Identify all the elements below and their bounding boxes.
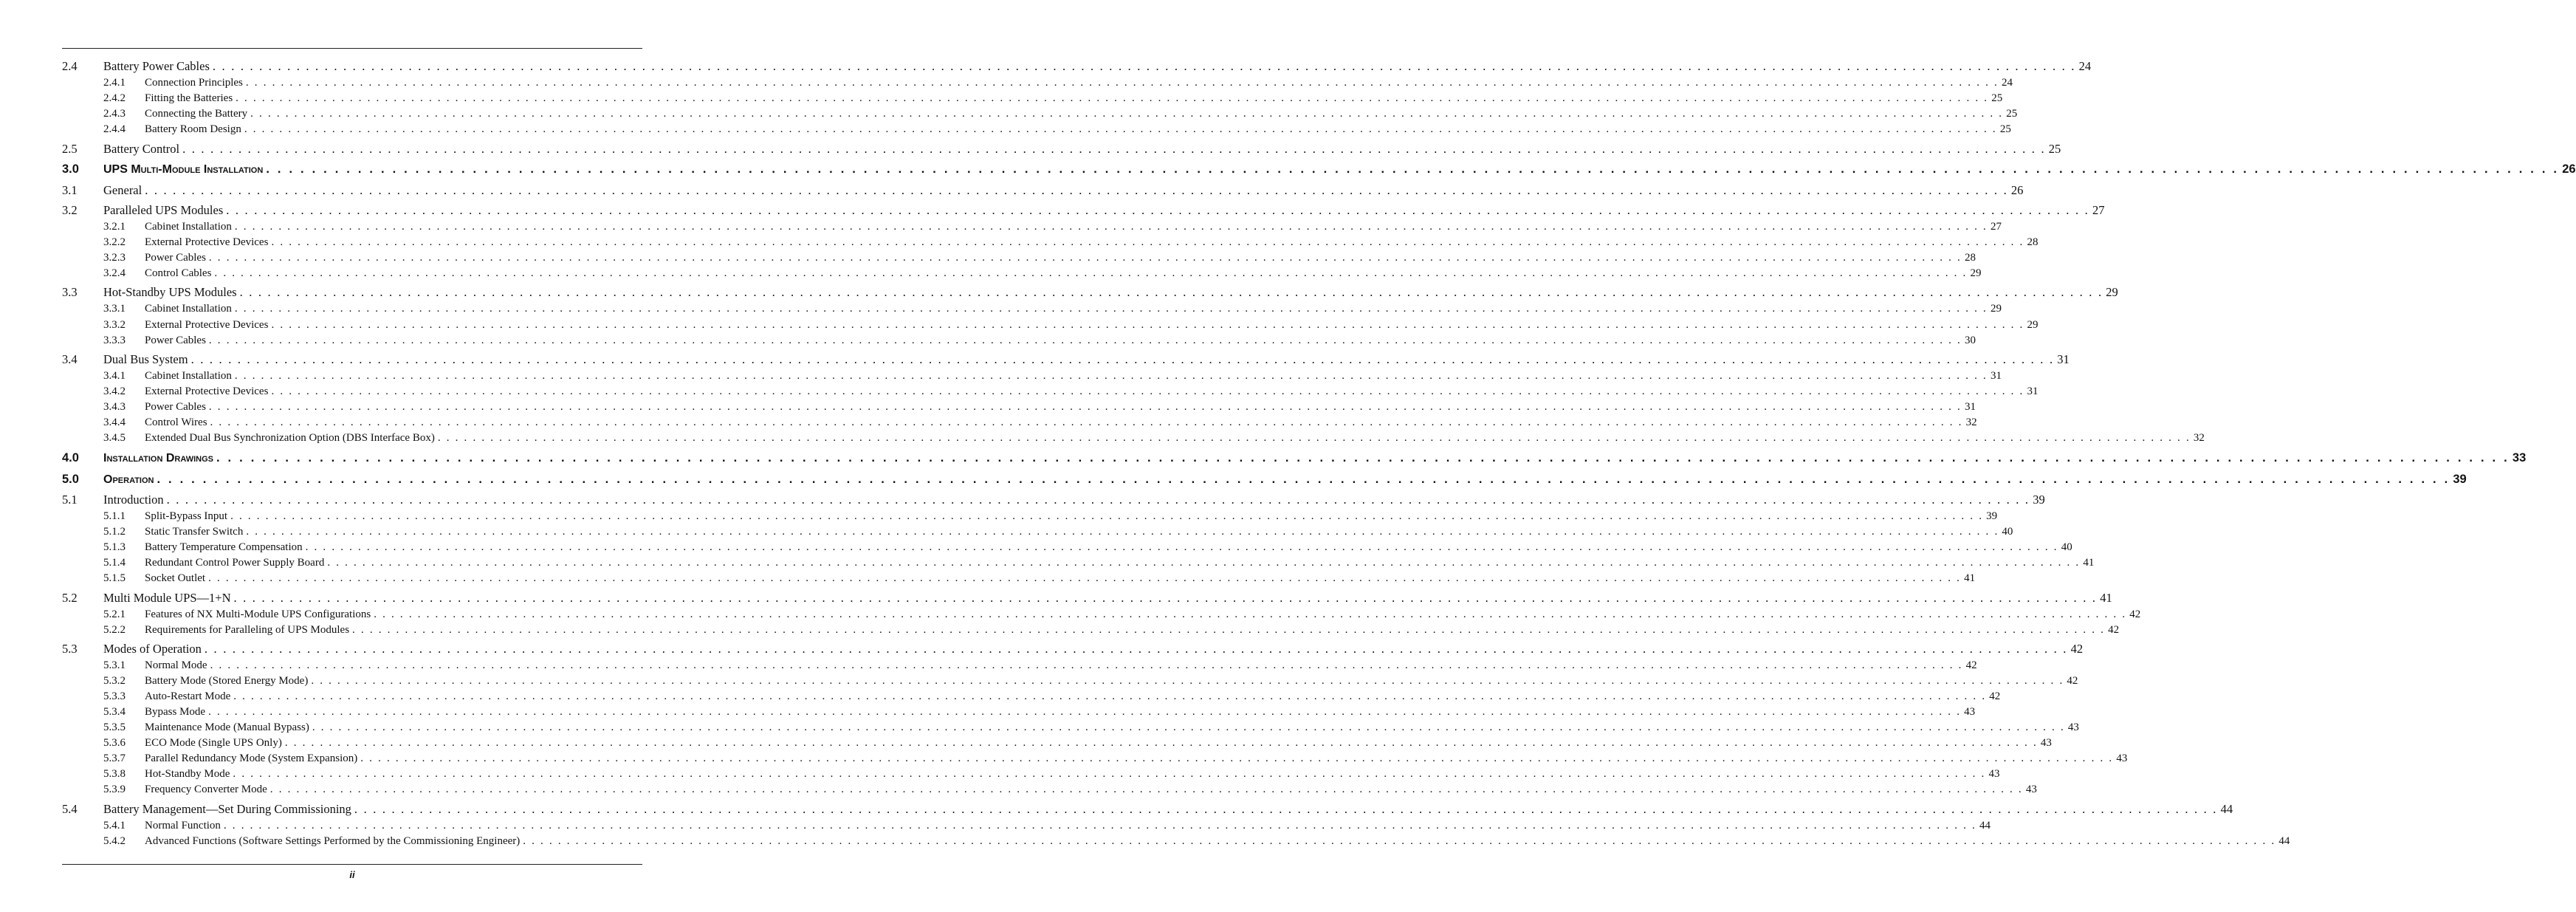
toc-entry[interactable] bbox=[62, 267, 1982, 280]
toc-dot-leader: . . . . . . . . . . . . . . . . . . . . . . . . . . . . . . . . . . . . . . . . . . . . . . . . . . . . . . . . . . . . . . . . . . . . . . . . . . . . . . . . . . . . . . . . . . . . . . . . . . . . . . . . . . . . . . . . . . . . . . . . . . . . . . . . . . . . . . . . . . . . . . . . . . . . . . . . . . . . . . . . . . . . . . . . . . . . . . . . . . . . . . . . . . . . . . . . . . . . . . . . bbox=[214, 267, 1968, 279]
toc-dot-leader: . . . . . . . . . . . . . . . . . . . . . . . . . . . . . . . . . . . . . . . . . . . . . . . . . . . . . . . . . . . . . . . . . . . . . . . . . . . . . . . . . . . . . . . . . . . . . . . . . . . . . . . . . . . . . . . . . . . . . . . . . . . . . . . . . . . . . . . . . . . . . . . . . . . . . . . . . . . . . . . . . . . . . . . . . . . . . . . . . . . . . . . . . . . . . . . . . . . . . . . . bbox=[234, 221, 1988, 233]
toc-entry-title: Introduction bbox=[103, 493, 164, 507]
toc-entry-title: External Protective Devices bbox=[145, 236, 269, 248]
toc-entry-number: 2.4.2 bbox=[103, 92, 126, 104]
toc-dot-leader: . . . . . . . . . . . . . . . . . . . . . . . . . . . . . . . . . . . . . . . . . . . . . . . . . . . . . . . . . . . . . . . . . . . . . . . . . . . . . . . . . . . . . . . . . . . . . . . . . . . . . . . . . . . . . . . . . . . . . . . . . . . . . . . . . . . . . . . . . . . . . . . . . . . . . . . . . . . . . . . . . . . . . . . . . . . . . . . . . . . . . . . . . . . . . . . . . . . . . . . . bbox=[234, 303, 1988, 315]
footer-rule bbox=[62, 864, 642, 865]
toc-entry-number: 5.2.1 bbox=[103, 608, 126, 620]
toc-entry[interactable] bbox=[62, 473, 2467, 487]
toc-dot-leader: . . . . . . . . . . . . . . . . . . . . . . . . . . . . . . . . . . . . . . . . . . . . . . . . . . . . . . . . . . . . . . . . . . . . . . . . . . . . . . . . . . . . . . . . . . . . . . . . . . . . . . . . . . . . . . . . . . . . . . . . . . . . . . . . . . . . . . . . . . . . . . . . . . . . . . . . . . . . . . . . . . . . . . . . . . . . . . . . . . . . . . . . . . . . . . . . . . . . . . . . bbox=[234, 370, 1988, 382]
toc-entry-page: 42 bbox=[1989, 690, 2001, 702]
toc-entry-page: 44 bbox=[2220, 802, 2233, 816]
toc-entry-number: 2.4 bbox=[62, 59, 78, 73]
toc-entry-number: 5.3.7 bbox=[103, 752, 126, 764]
toc-entry-title: Dual Bus System bbox=[103, 352, 188, 366]
toc-entry-number: 3.3.2 bbox=[103, 319, 126, 331]
toc-entry-title: Maintenance Mode (Manual Bypass) bbox=[145, 721, 309, 733]
toc-entry[interactable] bbox=[62, 142, 2061, 157]
toc-entry[interactable] bbox=[62, 183, 2024, 198]
toc-entry-number: 3.2.2 bbox=[103, 236, 126, 248]
toc-dot-leader: . . . . . . . . . . . . . . . . . . . . . . . . . . . . . . . . . . . . . . . . . . . . . . . . . . . . . . . . . . . . . . . . . . . . . . . . . . . . . . . . . . . . . . . . . . . . . . . . . . . . . . . . . . . . . . . . . . . . . . . . . . . . . . . . . . . . . . . . . . . . . . . . . . . . . . . . . . . . . . . . . . . . . . . . . . . . . . . . . . . . . . . . . . . . . . . . . . . . . . . . bbox=[236, 92, 1989, 104]
toc-dot-leader: . . . . . . . . . . . . . . . . . . . . . . . . . . . . . . . . . . . . . . . . . . . . . . . . . . . . . . . . . . . . . . . . . . . . . . . . . . . . . . . . . . . . . . . . . . . . . . . . . . . . . . . . . . . . . . . . . . . . . . . . . . . . . . . . . . . . . . . . . . . . . . . . . . . . . . . . . . . . . . . . . . . . . . . . . . . . . . . . . . . . . . . . . . . . . . . . . . . . . . . . bbox=[269, 784, 2023, 795]
toc-entry[interactable] bbox=[62, 784, 2037, 796]
toc-entry-title: Auto-Restart Mode bbox=[145, 690, 231, 702]
toc-entry-title: Control Cables bbox=[145, 267, 212, 279]
toc-entry-number: 5.1.5 bbox=[103, 572, 126, 584]
toc-entry-title: Battery Control bbox=[103, 142, 180, 156]
toc-entry-title: Fitting the Batteries bbox=[145, 92, 233, 104]
toc-entry-title: Normal Function bbox=[145, 820, 221, 832]
toc-entry-title: Normal Mode bbox=[145, 659, 207, 671]
toc-entry-page: 29 bbox=[2027, 319, 2039, 331]
toc-dot-leader: . . . . . . . . . . . . . . . . . . . . . . . . . . . . . . . . . . . . . . . . . . . . . . . . . . . . . . . . . . . . . . . . . . . . . . . . . . . . . . . . . . . . . . . . . . . . . . . . . . . . . . . . . . . . . . . . . . . . . . . . . . . . . . . . . . . . . . . . . . . . . . . . . . . . . . . . . . . . . . . . . . . . . . . . . . . . . . . . . . . . . . . . . . . . . . . . . . . . . . . . bbox=[145, 183, 2008, 197]
toc-entry[interactable] bbox=[62, 370, 2002, 383]
toc-entry-title: Hot-Standby Mode bbox=[145, 768, 230, 780]
toc-entry-number: 3.3.3 bbox=[103, 335, 126, 346]
toc-entry-page: 40 bbox=[2061, 541, 2072, 553]
toc-entry[interactable] bbox=[62, 162, 2576, 176]
toc-entry-page: 26 bbox=[2562, 162, 2576, 176]
toc-entry[interactable] bbox=[62, 721, 2079, 734]
toc-entry-number: 5.1.2 bbox=[103, 526, 126, 538]
toc-entry-title: Installation Drawings bbox=[103, 452, 213, 464]
toc-dot-leader: . . . . . . . . . . . . . . . . . . . . . . . . . . . . . . . . . . . . . . . . . . . . . . . . . . . . . . . . . . . . . . . . . . . . . . . . . . . . . . . . . . . . . . . . . . . . . . . . . . . . . . . . . . . . . . . . . . . . . . . . . . . . . . . . . . . . . . . . . . . . . . . . . . . . . . . . . . . . . . . . . . . . . . . . . . . . . . . . . . . . . . . . . . . . . . . . . . . . . . . . bbox=[208, 706, 1962, 718]
toc-entry-title: Operation bbox=[103, 473, 154, 486]
toc-entry-number: 5.1.1 bbox=[103, 510, 126, 522]
toc-entry[interactable] bbox=[62, 659, 1977, 672]
toc-entry-title: Redundant Control Power Supply Board bbox=[145, 557, 325, 569]
toc-entry[interactable] bbox=[62, 608, 2141, 621]
toc-entry-page: 44 bbox=[1979, 820, 1991, 832]
toc-entry-title: Multi Module UPS—1+N bbox=[103, 591, 231, 605]
toc-dot-leader: . . . . . . . . . . . . . . . . . . . . . . . . . . . . . . . . . . . . . . . . . . . . . . . . . . . . . . . . . . . . . . . . . . . . . . . . . . . . . . . . . . . . . . . . . . . . . . . . . . . . . . . . . . . . . . . . . . . . . . . . . . . . . . . . . . . . . . . . . . . . . . . . . . . . . . . . . . . . . . . . . . . . . . . . . . . . . . . . . . . . . . . . . . . . . . . . . . . . . . . . bbox=[246, 526, 1999, 538]
toc-entry-title: Cabinet Installation bbox=[145, 303, 232, 315]
toc-entry-number: 5.3.6 bbox=[103, 737, 126, 749]
toc-entry-title: Advanced Functions (Software Settings Performed by the Commissioning Engineer) bbox=[145, 835, 521, 847]
toc-dot-leader: . . . . . . . . . . . . . . . . . . . . . . . . . . . . . . . . . . . . . . . . . . . . . . . . . . . . . . . . . . . . . . . . . . . . . . . . . . . . . . . . . . . . . . . . . . . . . . . . . . . . . . . . . . . . . . . . . . . . . . . . . . . . . . . . . . . . . . . . . . . . . . . . . . . . . . . . . . . . . . . . . . . . . . . . . . . . . . . . . . . . . . . . . . . . . . . . . . . . . . . . bbox=[523, 835, 2276, 847]
toc-entry-number: 5.2.2 bbox=[103, 624, 126, 636]
toc-dot-leader: . . . . . . . . . . . . . . . . . . . . . . . . . . . . . . . . . . . . . . . . . . . . . . . . . . . . . . . . . . . . . . . . . . . . . . . . . . . . . . . . . . . . . . . . . . . . . . . . . . . . . . . . . . . . . . . . . . . . . . . . . . . . . . . . . . . . . . . . . . . . . . . . . . . . . . . . . . . . . . . . . . . . . . . . . . . . . . . . . . . . . . . . . . . . . . . . . . . . . . . . bbox=[233, 768, 1986, 780]
toc-dot-leader: . . . . . . . . . . . . . . . . . . . . . . . . . . . . . . . . . . . . . . . . . . . . . . . . . . . . . . . . . . . . . . . . . . . . . . . . . . . . . . . . . . . . . . . . . . . . . . . . . . . . . . . . . . . . . . . . . . . . . . . . . . . . . . . . . . . . . . . . . . . . . . . . . . . . . . . . . . . . . . . . . . . . . . . . . . . . . . . . . . . . . . . . . . . . . . . . . . . . . . . . bbox=[157, 473, 2450, 486]
toc-entry-title: Control Wires bbox=[145, 416, 207, 428]
toc-dot-leader: . . . . . . . . . . . . . . . . . . . . . . . . . . . . . . . . . . . . . . . . . . . . . . . . . . . . . . . . . . . . . . . . . . . . . . . . . . . . . . . . . . . . . . . . . . . . . . . . . . . . . . . . . . . . . . . . . . . . . . . . . . . . . . . . . . . . . . . . . . . . . . . . . . . . . . . . . . . . . . . . . . . . . . . . . . . . . . . . . . . . . . . . . . . . . . . . . . . . . . . . bbox=[226, 203, 2089, 217]
toc-entry-title: Connecting the Battery bbox=[145, 108, 248, 120]
toc-entry-number: 3.4.1 bbox=[103, 370, 126, 382]
toc-entry-number: 5.3.8 bbox=[103, 768, 126, 780]
toc-entry-number: 3.2.3 bbox=[103, 252, 126, 264]
toc-entry-number: 5.1.3 bbox=[103, 541, 126, 553]
toc-entry-number: 2.4.3 bbox=[103, 108, 126, 120]
toc-entry-title: General bbox=[103, 183, 142, 197]
toc-entry[interactable] bbox=[62, 493, 2045, 507]
toc-entry-title: UPS Multi-Module Installation bbox=[103, 163, 264, 176]
toc-entry[interactable] bbox=[62, 451, 2527, 465]
toc-entry[interactable] bbox=[62, 319, 2039, 332]
toc-entry[interactable] bbox=[62, 77, 2013, 89]
toc-entry-number: 5.3.5 bbox=[103, 721, 126, 733]
toc-entry-number: 3.2.4 bbox=[103, 267, 126, 279]
toc-entry[interactable] bbox=[62, 690, 2001, 703]
toc-entry-page: 43 bbox=[2025, 784, 2037, 795]
toc-entry-number: 3.2 bbox=[62, 203, 78, 217]
toc-dot-leader: . . . . . . . . . . . . . . . . . . . . . . . . . . . . . . . . . . . . . . . . . . . . . . . . . . . . . . . . . . . . . . . . . . . . . . . . . . . . . . . . . . . . . . . . . . . . . . . . . . . . . . . . . . . . . . . . . . . . . . . . . . . . . . . . . . . . . . . . . . . . . . . . . . . . . . . . . . . . . . . . . . . . . . . . . . . . . . . . . . . . . . . . . . . . . . . . . . . . . . . . bbox=[216, 451, 2510, 464]
toc-entry[interactable] bbox=[62, 59, 2092, 74]
toc-entry[interactable] bbox=[62, 123, 2011, 136]
toc-entry-page: 33 bbox=[2512, 451, 2527, 464]
toc-entry[interactable] bbox=[62, 510, 1998, 523]
toc-entry-page: 29 bbox=[1990, 303, 2002, 315]
toc-entry-number: 5.4 bbox=[62, 802, 78, 816]
toc-entry-page: 31 bbox=[1964, 401, 1976, 413]
toc-entry[interactable] bbox=[62, 385, 2039, 398]
toc-entry-page: 42 bbox=[2129, 608, 2141, 620]
toc-entry-title: Battery Temperature Compensation bbox=[145, 541, 303, 553]
toc-entry[interactable] bbox=[62, 432, 2205, 445]
toc-entry-title: Hot-Standby UPS Modules bbox=[103, 285, 237, 299]
toc-entry-page: 25 bbox=[1991, 92, 2003, 104]
toc-entry-title: Static Transfer Switch bbox=[145, 526, 244, 538]
toc-entry-page: 30 bbox=[1964, 335, 1976, 346]
toc-dot-leader: . . . . . . . . . . . . . . . . . . . . . . . . . . . . . . . . . . . . . . . . . . . . . . . . . . . . . . . . . . . . . . . . . . . . . . . . . . . . . . . . . . . . . . . . . . . . . . . . . . . . . . . . . . . . . . . . . . . . . . . . . . . . . . . . . . . . . . . . . . . . . . . . . . . . . . . . . . . . . . . . . . . . . . . . . . . . . . . . . . . . . . . . . . . . . . . . . . . . . . . . bbox=[210, 659, 1963, 671]
toc-entry-number: 3.4.3 bbox=[103, 401, 126, 413]
toc-entry-page: 41 bbox=[2100, 591, 2112, 605]
toc-entry-page: 27 bbox=[1990, 221, 2002, 233]
toc-entry[interactable] bbox=[62, 706, 1976, 719]
toc-entry-title: Parallel Redundancy Mode (System Expansion) bbox=[145, 752, 358, 764]
toc-entry[interactable] bbox=[62, 285, 2118, 300]
toc-entry-number: 3.4.2 bbox=[103, 385, 126, 397]
toc-entry-number: 3.3.1 bbox=[103, 303, 126, 315]
toc-entry-number: 2.4.1 bbox=[103, 77, 126, 89]
toc-entry-number: 2.4.4 bbox=[103, 123, 126, 135]
toc-entry-page: 40 bbox=[2002, 526, 2013, 538]
toc-entry-page: 43 bbox=[2116, 752, 2128, 764]
toc-entry[interactable] bbox=[62, 835, 2290, 848]
toc-entry-title: Power Cables bbox=[145, 401, 206, 413]
toc-dot-leader: . . . . . . . . . . . . . . . . . . . . . . . . . . . . . . . . . . . . . . . . . . . . . . . . . . . . . . . . . . . . . . . . . . . . . . . . . . . . . . . . . . . . . . . . . . . . . . . . . . . . . . . . . . . . . . . . . . . . . . . . . . . . . . . . . . . . . . . . . . . . . . . . . . . . . . . . . . . . . . . . . . . . . . . . . . . . . . . . . . . . . . . . . . . . . . . . . . . . . . . . bbox=[374, 608, 2127, 620]
toc-entry[interactable] bbox=[62, 252, 1976, 264]
toc-entry[interactable] bbox=[62, 820, 1991, 832]
toc-entry-number: 5.3.4 bbox=[103, 706, 126, 718]
toc-dot-leader: . . . . . . . . . . . . . . . . . . . . . . . . . . . . . . . . . . . . . . . . . . . . . . . . . . . . . . . . . . . . . . . . . . . . . . . . . . . . . . . . . . . . . . . . . . . . . . . . . . . . . . . . . . . . . . . . . . . . . . . . . . . . . . . . . . . . . . . . . . . . . . . . . . . . . . . . . . . . . . . . . . . . . . . . . . . . . . . . . . . . . . . . . . . . . . . . . . . . . . . . bbox=[327, 557, 2081, 569]
toc-entry-page: 42 bbox=[2108, 624, 2120, 636]
toc-entry-page: 29 bbox=[1970, 267, 1982, 279]
toc-entry-title: External Protective Devices bbox=[145, 385, 269, 397]
toc-dot-leader: . . . . . . . . . . . . . . . . . . . . . . . . . . . . . . . . . . . . . . . . . . . . . . . . . . . . . . . . . . . . . . . . . . . . . . . . . . . . . . . . . . . . . . . . . . . . . . . . . . . . . . . . . . . . . . . . . . . . . . . . . . . . . . . . . . . . . . . . . . . . . . . . . . . . . . . . . . . . . . . . . . . . . . . . . . . . . . . . . . . . . . . . . . . . . . . . . . . . . . . . bbox=[204, 642, 2068, 656]
toc-dot-leader: . . . . . . . . . . . . . . . . . . . . . . . . . . . . . . . . . . . . . . . . . . . . . . . . . . . . . . . . . . . . . . . . . . . . . . . . . . . . . . . . . . . . . . . . . . . . . . . . . . . . . . . . . . . . . . . . . . . . . . . . . . . . . . . . . . . . . . . . . . . . . . . . . . . . . . . . . . . . . . . . . . . . . . . . . . . . . . . . . . . . . . . . . . . . . . . . . . . . . . . . bbox=[239, 285, 2103, 299]
toc-entry-number: 2.5 bbox=[62, 142, 78, 156]
toc-entry[interactable] bbox=[62, 802, 2233, 817]
page-number: ii bbox=[349, 869, 355, 880]
toc-entry-title: Frequency Converter Mode bbox=[145, 784, 267, 795]
toc-entry-number: 5.3.2 bbox=[103, 675, 126, 687]
toc-entry[interactable] bbox=[62, 752, 2128, 765]
toc-entry-number: 5.2 bbox=[62, 591, 78, 605]
toc-entry-page: 26 bbox=[2010, 183, 2024, 197]
toc-entry-page: 44 bbox=[2278, 835, 2290, 847]
toc-dot-leader: . . . . . . . . . . . . . . . . . . . . . . . . . . . . . . . . . . . . . . . . . . . . . . . . . . . . . . . . . . . . . . . . . . . . . . . . . . . . . . . . . . . . . . . . . . . . . . . . . . . . . . . . . . . . . . . . . . . . . . . . . . . . . . . . . . . . . . . . . . . . . . . . . . . . . . . . . . . . . . . . . . . . . . . . . . . . . . . . . . . . . . . . . . . . . . . . . . . . . . . . bbox=[182, 142, 2046, 156]
toc-entry[interactable] bbox=[62, 416, 1977, 429]
toc-entry[interactable] bbox=[62, 92, 2003, 105]
toc-entry[interactable] bbox=[62, 303, 2002, 315]
toc-entry-title: Power Cables bbox=[145, 252, 206, 264]
toc-entry-number: 5.3.3 bbox=[103, 690, 126, 702]
toc-dot-leader: . . . . . . . . . . . . . . . . . . . . . . . . . . . . . . . . . . . . . . . . . . . . . . . . . . . . . . . . . . . . . . . . . . . . . . . . . . . . . . . . . . . . . . . . . . . . . . . . . . . . . . . . . . . . . . . . . . . . . . . . . . . . . . . . . . . . . . . . . . . . . . . . . . . . . . . . . . . . . . . . . . . . . . . . . . . . . . . . . . . . . . . . . . . . . . . . . . . . . . . . bbox=[208, 252, 1962, 264]
toc-entry-title: Battery Management—Set During Commissioning bbox=[103, 802, 351, 816]
toc-dot-leader: . . . . . . . . . . . . . . . . . . . . . . . . . . . . . . . . . . . . . . . . . . . . . . . . . . . . . . . . . . . . . . . . . . . . . . . . . . . . . . . . . . . . . . . . . . . . . . . . . . . . . . . . . . . . . . . . . . . . . . . . . . . . . . . . . . . . . . . . . . . . . . . . . . . . . . . . . . . . . . . . . . . . . . . . . . . . . . . . . . . . . . . . . . . . . . . . . . . . . . . . bbox=[311, 675, 2064, 687]
toc-entry[interactable] bbox=[62, 675, 2078, 688]
toc-entry-page: 31 bbox=[2057, 352, 2070, 366]
table-of-contents bbox=[62, 0, 2576, 912]
toc-dot-leader: . . . . . . . . . . . . . . . . . . . . . . . . . . . . . . . . . . . . . . . . . . . . . . . . . . . . . . . . . . . . . . . . . . . . . . . . . . . . . . . . . . . . . . . . . . . . . . . . . . . . . . . . . . . . . . . . . . . . . . . . . . . . . . . . . . . . . . . . . . . . . . . . . . . . . . . . . . . . . . . . . . . . . . . . . . . . . . . . . . . . . . . . . . . . . . . . . . . . . . . . bbox=[437, 432, 2191, 444]
toc-entry-page: 42 bbox=[2067, 675, 2078, 687]
toc-entry-page: 43 bbox=[2040, 737, 2052, 749]
toc-dot-leader: . . . . . . . . . . . . . . . . . . . . . . . . . . . . . . . . . . . . . . . . . . . . . . . . . . . . . . . . . . . . . . . . . . . . . . . . . . . . . . . . . . . . . . . . . . . . . . . . . . . . . . . . . . . . . . . . . . . . . . . . . . . . . . . . . . . . . . . . . . . . . . . . . . . . . . . . . . . . . . . . . . . . . . . . . . . . . . . . . . . . . . . . . . . . . . . . . . . . . . . . bbox=[271, 236, 2024, 248]
toc-entry-title: Power Cables bbox=[145, 335, 206, 346]
toc-dot-leader: . . . . . . . . . . . . . . . . . . . . . . . . . . . . . . . . . . . . . . . . . . . . . . . . . . . . . . . . . . . . . . . . . . . . . . . . . . . . . . . . . . . . . . . . . . . . . . . . . . . . . . . . . . . . . . . . . . . . . . . . . . . . . . . . . . . . . . . . . . . . . . . . . . . . . . . . . . . . . . . . . . . . . . . . . . . . . . . . . . . . . . . . . . . . . . . . . . . . . . . . bbox=[208, 401, 1962, 413]
toc-entry-page: 41 bbox=[1964, 572, 1976, 584]
toc-dot-leader: . . . . . . . . . . . . . . . . . . . . . . . . . . . . . . . . . . . . . . . . . . . . . . . . . . . . . . . . . . . . . . . . . . . . . . . . . . . . . . . . . . . . . . . . . . . . . . . . . . . . . . . . . . . . . . . . . . . . . . . . . . . . . . . . . . . . . . . . . . . . . . . . . . . . . . . . . . . . . . . . . . . . . . . . . . . . . . . . . . . . . . . . . . . . . . . . . . . . . . . . bbox=[312, 721, 2065, 733]
toc-entry-title: Battery Mode (Stored Energy Mode) bbox=[145, 675, 309, 687]
toc-dot-leader: . . . . . . . . . . . . . . . . . . . . . . . . . . . . . . . . . . . . . . . . . . . . . . . . . . . . . . . . . . . . . . . . . . . . . . . . . . . . . . . . . . . . . . . . . . . . . . . . . . . . . . . . . . . . . . . . . . . . . . . . . . . . . . . . . . . . . . . . . . . . . . . . . . . . . . . . . . . . . . . . . . . . . . . . . . . . . . . . . . . . . . . . . . . . . . . . . . . . . . . . bbox=[305, 541, 2058, 553]
toc-entry-page: 42 bbox=[1965, 659, 1977, 671]
toc-dot-leader: . . . . . . . . . . . . . . . . . . . . . . . . . . . . . . . . . . . . . . . . . . . . . . . . . . . . . . . . . . . . . . . . . . . . . . . . . . . . . . . . . . . . . . . . . . . . . . . . . . . . . . . . . . . . . . . . . . . . . . . . . . . . . . . . . . . . . . . . . . . . . . . . . . . . . . . . . . . . . . . . . . . . . . . . . . . . . . . . . . . . . . . . . . . . . . . . . . . . . . . . bbox=[212, 59, 2076, 73]
toc-entry-page: 39 bbox=[2453, 473, 2467, 486]
toc-entry-number: 3.4.5 bbox=[103, 432, 126, 444]
toc-entry[interactable] bbox=[62, 526, 2013, 538]
toc-entry-number: 5.0 bbox=[62, 473, 79, 486]
toc-entry[interactable] bbox=[62, 352, 2070, 367]
toc-entry-page: 39 bbox=[2033, 493, 2045, 507]
toc-dot-leader: . . . . . . . . . . . . . . . . . . . . . . . . . . . . . . . . . . . . . . . . . . . . . . . . . . . . . . . . . . . . . . . . . . . . . . . . . . . . . . . . . . . . . . . . . . . . . . . . . . . . . . . . . . . . . . . . . . . . . . . . . . . . . . . . . . . . . . . . . . . . . . . . . . . . . . . . . . . . . . . . . . . . . . . . . . . . . . . . . . . . . . . . . . . . . . . . . . . . . . . . bbox=[166, 493, 2030, 507]
toc-dot-leader: . . . . . . . . . . . . . . . . . . . . . . . . . . . . . . . . . . . . . . . . . . . . . . . . . . . . . . . . . . . . . . . . . . . . . . . . . . . . . . . . . . . . . . . . . . . . . . . . . . . . . . . . . . . . . . . . . . . . . . . . . . . . . . . . . . . . . . . . . . . . . . . . . . . . . . . . . . . . . . . . . . . . . . . . . . . . . . . . . . . . . . . . . . . . . . . . . . . . . . . . bbox=[354, 802, 2218, 816]
toc-entry-title: Cabinet Installation bbox=[145, 221, 232, 233]
toc-entry-number: 5.3.9 bbox=[103, 784, 126, 795]
toc-entry-page: 39 bbox=[1986, 510, 1998, 522]
toc-entry-page: 24 bbox=[2001, 77, 2013, 89]
toc-entry-page: 42 bbox=[2070, 642, 2084, 656]
toc-entry-title: Battery Power Cables bbox=[103, 59, 210, 73]
toc-entry-page: 43 bbox=[1964, 706, 1976, 718]
toc-entry-title: Bypass Mode bbox=[145, 706, 206, 718]
toc-entry[interactable] bbox=[62, 236, 2039, 249]
toc-dot-leader: . . . . . . . . . . . . . . . . . . . . . . . . . . . . . . . . . . . . . . . . . . . . . . . . . . . . . . . . . . . . . . . . . . . . . . . . . . . . . . . . . . . . . . . . . . . . . . . . . . . . . . . . . . . . . . . . . . . . . . . . . . . . . . . . . . . . . . . . . . . . . . . . . . . . . . . . . . . . . . . . . . . . . . . . . . . . . . . . . . . . . . . . . . . . . . . . . . . . . . . . bbox=[250, 108, 2004, 120]
toc-dot-leader: . . . . . . . . . . . . . . . . . . . . . . . . . . . . . . . . . . . . . . . . . . . . . . . . . . . . . . . . . . . . . . . . . . . . . . . . . . . . . . . . . . . . . . . . . . . . . . . . . . . . . . . . . . . . . . . . . . . . . . . . . . . . . . . . . . . . . . . . . . . . . . . . . . . . . . . . . . . . . . . . . . . . . . . . . . . . . . . . . . . . . . . . . . . . . . . . . . . . . . . . bbox=[284, 737, 2038, 749]
toc-dot-leader: . . . . . . . . . . . . . . . . . . . . . . . . . . . . . . . . . . . . . . . . . . . . . . . . . . . . . . . . . . . . . . . . . . . . . . . . . . . . . . . . . . . . . . . . . . . . . . . . . . . . . . . . . . . . . . . . . . . . . . . . . . . . . . . . . . . . . . . . . . . . . . . . . . . . . . . . . . . . . . . . . . . . . . . . . . . . . . . . . . . . . . . . . . . . . . . . . . . . . . . . bbox=[233, 690, 1987, 702]
toc-dot-leader: . . . . . . . . . . . . . . . . . . . . . . . . . . . . . . . . . . . . . . . . . . . . . . . . . . . . . . . . . . . . . . . . . . . . . . . . . . . . . . . . . . . . . . . . . . . . . . . . . . . . . . . . . . . . . . . . . . . . . . . . . . . . . . . . . . . . . . . . . . . . . . . . . . . . . . . . . . . . . . . . . . . . . . . . . . . . . . . . . . . . . . . . . . . . . . . . . . . . . . . . bbox=[208, 572, 1962, 584]
toc-entry-page: 28 bbox=[2027, 236, 2039, 248]
toc-entry-page: 32 bbox=[1965, 416, 1977, 428]
toc-entry[interactable] bbox=[62, 557, 2095, 569]
toc-entry-page: 25 bbox=[2006, 108, 2018, 120]
toc-dot-leader: . . . . . . . . . . . . . . . . . . . . . . . . . . . . . . . . . . . . . . . . . . . . . . . . . . . . . . . . . . . . . . . . . . . . . . . . . . . . . . . . . . . . . . . . . . . . . . . . . . . . . . . . . . . . . . . . . . . . . . . . . . . . . . . . . . . . . . . . . . . . . . . . . . . . . . . . . . . . . . . . . . . . . . . . . . . . . . . . . . . . . . . . . . . . . . . . . . . . . . . . bbox=[352, 624, 2106, 636]
toc-entry[interactable] bbox=[62, 203, 2105, 218]
toc-entry-title: Extended Dual Bus Synchronization Option (DBS Interface Box) bbox=[145, 432, 435, 444]
toc-entry-number: 3.4.4 bbox=[103, 416, 126, 428]
toc-entry-page: 43 bbox=[1988, 768, 2000, 780]
toc-entry-number: 3.1 bbox=[62, 183, 78, 197]
toc-dot-leader: . . . . . . . . . . . . . . . . . . . . . . . . . . . . . . . . . . . . . . . . . . . . . . . . . . . . . . . . . . . . . . . . . . . . . . . . . . . . . . . . . . . . . . . . . . . . . . . . . . . . . . . . . . . . . . . . . . . . . . . . . . . . . . . . . . . . . . . . . . . . . . . . . . . . . . . . . . . . . . . . . . . . . . . . . . . . . . . . . . . . . . . . . . . . . . . . . . . . . . . . bbox=[190, 352, 2055, 366]
toc-entry-number: 5.3 bbox=[62, 642, 78, 656]
toc-dot-leader: . . . . . . . . . . . . . . . . . . . . . . . . . . . . . . . . . . . . . . . . . . . . . . . . . . . . . . . . . . . . . . . . . . . . . . . . . . . . . . . . . . . . . . . . . . . . . . . . . . . . . . . . . . . . . . . . . . . . . . . . . . . . . . . . . . . . . . . . . . . . . . . . . . . . . . . . . . . . . . . . . . . . . . . . . . . . . . . . . . . . . . . . . . . . . . . . . . . . . . . . bbox=[244, 123, 1997, 135]
toc-entry-page: 25 bbox=[1999, 123, 2011, 135]
toc-entry-number: 4.0 bbox=[62, 451, 79, 464]
toc-entry-page: 41 bbox=[2083, 557, 2095, 569]
toc-entry[interactable] bbox=[62, 642, 2084, 656]
toc-entry[interactable] bbox=[62, 541, 2072, 554]
toc-entry-page: 28 bbox=[1964, 252, 1976, 264]
toc-entry-title: ECO Mode (Single UPS Only) bbox=[145, 737, 282, 749]
toc-entry-title: Features of NX Multi-Module UPS Configurations bbox=[145, 608, 371, 620]
toc-entry-title: Modes of Operation bbox=[103, 642, 202, 656]
toc-entry-title: Split-Bypass Input bbox=[145, 510, 228, 522]
toc-dot-leader: . . . . . . . . . . . . . . . . . . . . . . . . . . . . . . . . . . . . . . . . . . . . . . . . . . . . . . . . . . . . . . . . . . . . . . . . . . . . . . . . . . . . . . . . . . . . . . . . . . . . . . . . . . . . . . . . . . . . . . . . . . . . . . . . . . . . . . . . . . . . . . . . . . . . . . . . . . . . . . . . . . . . . . . . . . . . . . . . . . . . . . . . . . . . . . . . . . . . . . . . bbox=[245, 77, 1999, 89]
toc-entry-number: 3.2.1 bbox=[103, 221, 126, 233]
toc-dot-leader: . . . . . . . . . . . . . . . . . . . . . . . . . . . . . . . . . . . . . . . . . . . . . . . . . . . . . . . . . . . . . . . . . . . . . . . . . . . . . . . . . . . . . . . . . . . . . . . . . . . . . . . . . . . . . . . . . . . . . . . . . . . . . . . . . . . . . . . . . . . . . . . . . . . . . . . . . . . . . . . . . . . . . . . . . . . . . . . . . . . . . . . . . . . . . . . . . . . . . . . . bbox=[271, 385, 2024, 397]
toc-dot-leader: . . . . . . . . . . . . . . . . . . . . . . . . . . . . . . . . . . . . . . . . . . . . . . . . . . . . . . . . . . . . . . . . . . . . . . . . . . . . . . . . . . . . . . . . . . . . . . . . . . . . . . . . . . . . . . . . . . . . . . . . . . . . . . . . . . . . . . . . . . . . . . . . . . . . . . . . . . . . . . . . . . . . . . . . . . . . . . . . . . . . . . . . . . . . . . . . . . . . . . . . bbox=[208, 335, 1962, 346]
toc-entry-title: Cabinet Installation bbox=[145, 370, 232, 382]
toc-entry-page: 31 bbox=[2027, 385, 2039, 397]
toc-entry-title: Connection Principles bbox=[145, 77, 243, 89]
toc-entry-page: 43 bbox=[2067, 721, 2079, 733]
toc-entry-page: 27 bbox=[2092, 203, 2105, 217]
toc-entry-number: 3.4 bbox=[62, 352, 78, 366]
toc-entry-page: 31 bbox=[1990, 370, 2002, 382]
toc-dot-leader: . . . . . . . . . . . . . . . . . . . . . . . . . . . . . . . . . . . . . . . . . . . . . . . . . . . . . . . . . . . . . . . . . . . . . . . . . . . . . . . . . . . . . . . . . . . . . . . . . . . . . . . . . . . . . . . . . . . . . . . . . . . . . . . . . . . . . . . . . . . . . . . . . . . . . . . . . . . . . . . . . . . . . . . . . . . . . . . . . . . . . . . . . . . . . . . . . . . . . . . . bbox=[233, 591, 2098, 605]
toc-entry-page: 32 bbox=[2193, 432, 2205, 444]
toc-entry[interactable] bbox=[62, 401, 1976, 414]
toc-dot-leader: . . . . . . . . . . . . . . . . . . . . . . . . . . . . . . . . . . . . . . . . . . . . . . . . . . . . . . . . . . . . . . . . . . . . . . . . . . . . . . . . . . . . . . . . . . . . . . . . . . . . . . . . . . . . . . . . . . . . . . . . . . . . . . . . . . . . . . . . . . . . . . . . . . . . . . . . . . . . . . . . . . . . . . . . . . . . . . . . . . . . . . . . . . . . . . . . . . . . . . . . bbox=[271, 319, 2024, 331]
toc-entry[interactable] bbox=[62, 335, 1976, 347]
toc-entry[interactable] bbox=[62, 591, 2112, 606]
toc-entry-title: External Protective Devices bbox=[145, 319, 269, 331]
toc-entry-title: Battery Room Design bbox=[145, 123, 241, 135]
toc-entry[interactable] bbox=[62, 768, 2000, 781]
toc-entry[interactable] bbox=[62, 108, 2018, 120]
toc-entry-page: 25 bbox=[2048, 142, 2061, 156]
toc-entry-number: 5.1 bbox=[62, 493, 78, 507]
toc-dot-leader: . . . . . . . . . . . . . . . . . . . . . . . . . . . . . . . . . . . . . . . . . . . . . . . . . . . . . . . . . . . . . . . . . . . . . . . . . . . . . . . . . . . . . . . . . . . . . . . . . . . . . . . . . . . . . . . . . . . . . . . . . . . . . . . . . . . . . . . . . . . . . . . . . . . . . . . . . . . . . . . . . . . . . . . . . . . . . . . . . . . . . . . . . . . . . . . . . . . . . . . . bbox=[230, 510, 1984, 522]
toc-entry-number: 5.3.1 bbox=[103, 659, 126, 671]
toc-entry-page: 29 bbox=[2106, 285, 2118, 299]
toc-entry-number: 5.1.4 bbox=[103, 557, 126, 569]
toc-entry-page: 24 bbox=[2078, 59, 2092, 73]
toc-dot-leader: . . . . . . . . . . . . . . . . . . . . . . . . . . . . . . . . . . . . . . . . . . . . . . . . . . . . . . . . . . . . . . . . . . . . . . . . . . . . . . . . . . . . . . . . . . . . . . . . . . . . . . . . . . . . . . . . . . . . . . . . . . . . . . . . . . . . . . . . . . . . . . . . . . . . . . . . . . . . . . . . . . . . . . . . . . . . . . . . . . . . . . . . . . . . . . . . . . . . . . . . bbox=[360, 752, 2114, 764]
toc-entry-number: 3.0 bbox=[62, 162, 79, 176]
toc-entry-title: Paralleled UPS Modules bbox=[103, 203, 224, 217]
toc-entry-title: Socket Outlet bbox=[145, 572, 206, 584]
toc-entry[interactable] bbox=[62, 221, 2002, 233]
toc-entry-number: 3.3 bbox=[62, 285, 78, 299]
toc-entry[interactable] bbox=[62, 572, 1976, 585]
toc-dot-leader: . . . . . . . . . . . . . . . . . . . . . . . . . . . . . . . . . . . . . . . . . . . . . . . . . . . . . . . . . . . . . . . . . . . . . . . . . . . . . . . . . . . . . . . . . . . . . . . . . . . . . . . . . . . . . . . . . . . . . . . . . . . . . . . . . . . . . . . . . . . . . . . . . . . . . . . . . . . . . . . . . . . . . . . . . . . . . . . . . . . . . . . . . . . . . . . . . . . . . . . . bbox=[210, 416, 1963, 428]
toc-entry-number: 5.4.2 bbox=[103, 835, 126, 847]
toc-entry[interactable] bbox=[62, 737, 2052, 750]
toc-entry[interactable] bbox=[62, 624, 2120, 637]
toc-dot-leader: . . . . . . . . . . . . . . . . . . . . . . . . . . . . . . . . . . . . . . . . . . . . . . . . . . . . . . . . . . . . . . . . . . . . . . . . . . . . . . . . . . . . . . . . . . . . . . . . . . . . . . . . . . . . . . . . . . . . . . . . . . . . . . . . . . . . . . . . . . . . . . . . . . . . . . . . . . . . . . . . . . . . . . . . . . . . . . . . . . . . . . . . . . . . . . . . . . . . . . . . bbox=[223, 820, 1976, 832]
toc-entry-title: Requirements for Paralleling of UPS Modules bbox=[145, 624, 350, 636]
toc-dot-leader: . . . . . . . . . . . . . . . . . . . . . . . . . . . . . . . . . . . . . . . . . . . . . . . . . . . . . . . . . . . . . . . . . . . . . . . . . . . . . . . . . . . . . . . . . . . . . . . . . . . . . . . . . . . . . . . . . . . . . . . . . . . . . . . . . . . . . . . . . . . . . . . . . . . . . . . . . . . . . . . . . . . . . . . . . . . . . . . . . . . . . . . . . . . . . . . . . . . . . . . . bbox=[266, 162, 2560, 176]
toc-entry-number: 5.4.1 bbox=[103, 820, 126, 832]
